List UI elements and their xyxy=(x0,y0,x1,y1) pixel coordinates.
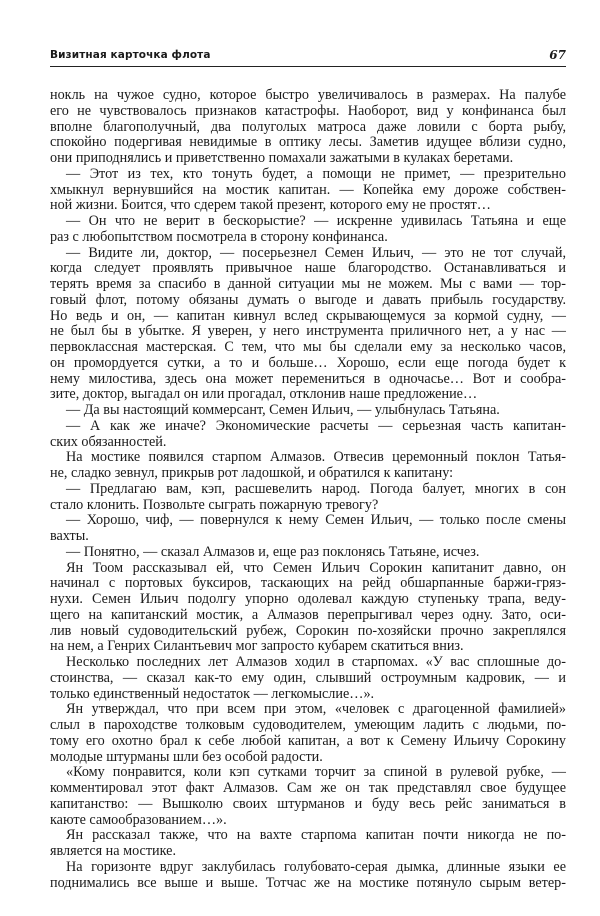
text-line: они приподнялись и приветственно помахали зажатыми в кулаках беретами. xyxy=(50,150,514,166)
text-line: ских обязанностей. xyxy=(50,433,167,450)
text-line: зите, доктор, выгадал он или прогадал, отклонив наше предложение… xyxy=(50,386,478,403)
text-line: — Предлагаю вам, кэп, расшевелить народ. Погода балует, многих в сон xyxy=(66,480,566,497)
text-line: хмыкнул вернувшийся на мостик капитан. — Копейка ему дороже собствен- xyxy=(50,181,566,198)
text-line: первоклассная мастерская. С тем, что мы бы сделали ему за несколько часов, xyxy=(50,339,566,355)
text-line: — Видите ли, доктор, — посерьезнел Семен Ильич, — это не тот случай, xyxy=(66,244,566,261)
text-line: Ян утверждал, что при всем при этом, «человек с драгоценной фамилией» xyxy=(66,701,566,718)
text-line: капитанство: — Вышколю своих штурманов и буду весь рейс заниматься в xyxy=(50,795,566,812)
text-line: — А как же иначе? Экономические расчеты — серьезная часть капитан- xyxy=(66,417,566,434)
text-line: комментировал этот факт Алмазов. Сам же он так представлял свое будущее xyxy=(50,780,566,796)
text-line: на нем, а Генрих Силантьевич мог запросто кубарем скатиться вниз. xyxy=(50,638,464,655)
text-line: слыл в пароходстве толковым судоводителем, умеющим ладить с людьми, по- xyxy=(50,717,566,733)
text-line: тому его охотно брал к себе любой капитан, а вот к Семену Ильичу Сорокину xyxy=(50,732,566,749)
text-line: стоинства, — сказал как-то ему один, слывший остроумным кадровик, — и xyxy=(50,669,566,686)
text-line: — Да вы настоящий коммерсант, Семен Ильич, — улыбнулась Татьяна. xyxy=(66,402,500,418)
text-line: нухи. Семен Ильич подолгу упорно одолевал каждую ступеньку трапа, веду- xyxy=(50,591,566,607)
text-line: начинал с портовых буксиров, таскающих на рейд обшарпанные баржи-гряз- xyxy=(50,575,566,592)
text-line: вахты. xyxy=(50,528,89,544)
text-line: — Понятно, — сказал Алмазов и, еще раз поклонясь Татьяне, исчез. xyxy=(66,543,480,560)
text-line: когда следует проявлять привычное наше благородство. Останавливаться и xyxy=(50,260,566,277)
body-text xyxy=(50,88,566,891)
text-line: не, сладко зевнул, прикрыв рот ладошкой, и обратился к капитану: xyxy=(50,465,454,481)
text-line: вполне благополучный, два полуголых матроса даже ловили с борта рыбу, xyxy=(50,118,566,135)
text-line: спокойно подергивая невидимые в оптику лесы. Заметив идущее вблизи судно, xyxy=(50,134,566,151)
text-line: нему милостива, здесь она может перемениться в одночасье… Вот и сообра- xyxy=(50,370,566,387)
text-line: является на мостике. xyxy=(50,843,177,859)
running-header xyxy=(50,48,566,67)
text-line: На горизонте вдруг заклубилась голубовато-серая дымка, длинные языки ее xyxy=(66,858,566,875)
text-line: лив новый судоводительский рубеж, Сорокин по-хозяйски прочно закреплялся xyxy=(50,622,566,639)
text-line: «Кому понравится, коли кэп сутками торчит за спиной в рулевой рубке, — xyxy=(66,764,566,781)
text-line: каюте самообразованием…». xyxy=(50,811,227,828)
text-line: Но ведь и он, — капитан кивнул вслед скрывающемуся за кормой судну, — xyxy=(50,307,566,324)
text-line: — Он что не верит в бескорыстие? — искренне удивилась Татьяна и еще xyxy=(66,213,566,229)
text-line: терять время за спасибо в данной ситуации мы не можем. Мы с вами — тор- xyxy=(50,276,566,292)
text-line: стало клонить. Позвольте сыграть пожарную тревогу? xyxy=(50,496,379,513)
text-line: — Хорошо, чиф, — повернулся к нему Семен Ильич, — только после смены xyxy=(66,512,566,529)
text-line: — Этот из тех, кто тонуть будет, а помощи не примет, — презрительно xyxy=(66,165,566,182)
text-line: молодые штурманы шли без особой радости. xyxy=(50,748,323,765)
text-line: только единственный недостаток — легкомыслие…». xyxy=(50,685,375,702)
text-line: его не чувствовалось признаков катастрофы. Наоборот, вид у конфинанса был xyxy=(50,102,566,119)
text-line: нокль на чужое судно, которое быстро увеличивалось в размерах. На палубе xyxy=(50,87,566,103)
text-line: говый флот, потому обязаны думать о выгоде и давать прибыль государству. xyxy=(50,291,566,308)
text-line: раз с любопытством посмотрела в сторону конфинанса. xyxy=(50,228,388,245)
text-line: он промордуется сутки, а то и больше… Хорошо, если еще погода будет к xyxy=(50,354,566,371)
running-title: Визитная карточка флота xyxy=(50,49,211,61)
text-line: Ян рассказал также, что на вахте старпома капитан почти никогда не по- xyxy=(66,827,566,844)
text-line: На мостике появился старпом Алмазов. Отвесив церемонный поклон Татья- xyxy=(66,449,566,466)
text-line: щего на капитанский мостик, а Алмазов перепрыгивал через одну. Зато, оси- xyxy=(50,606,566,623)
text-line: Несколько последних лет Алмазов ходил в старпомах. «У вас сплошные до- xyxy=(66,654,566,670)
text-line: поднимались все выше и выше. Тотчас же на мостике потянуло сырым ветер- xyxy=(50,874,566,891)
text-line: Ян Тоом рассказывал ей, что Семен Ильич Сорокин капитанит давно, он xyxy=(66,559,566,576)
text-line: ной жизни. Боится, что сдерем такой презент, которого ему не простят… xyxy=(50,197,491,214)
text-line: не был бы в убытке. Я уверен, у него инструмента приличного нет, а у нас — xyxy=(50,323,566,340)
page-number: 67 xyxy=(549,48,566,62)
